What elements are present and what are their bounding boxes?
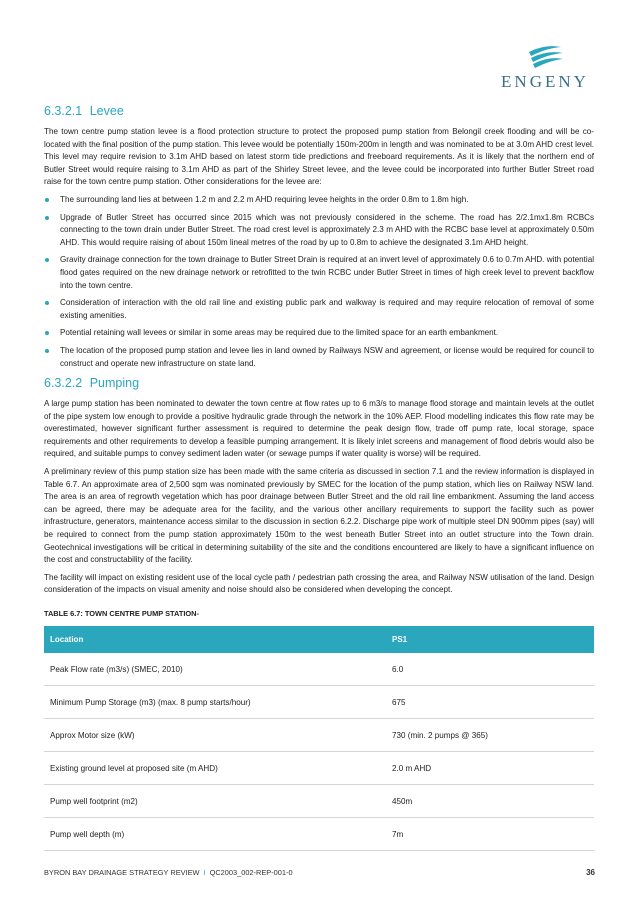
wave-logo-icon	[525, 44, 565, 70]
bullet-icon	[45, 301, 49, 305]
column-header: Location	[44, 626, 386, 653]
table-row	[44, 818, 594, 851]
section-number: 6.3.2.1	[44, 104, 83, 118]
table-row	[44, 653, 594, 686]
bullet-icon	[45, 198, 49, 202]
table-row	[44, 752, 594, 785]
table-cell: 2.0 m AHD	[386, 752, 594, 785]
table-cell: Pump well footprint (m2)	[44, 785, 386, 818]
list-item: Consideration of interaction with the old rail line and existing public park and walkway is required and may require relocation of removal of some existing amenities.	[44, 297, 594, 322]
table-row	[44, 785, 594, 818]
table-cell: 6.0	[386, 653, 594, 686]
table-cell: 730 (min. 2 pumps @ 365)	[386, 719, 594, 752]
list-item: Potential retaining wall levees or similar in some areas may be required due to the limited space for an earth embankment.	[44, 327, 594, 340]
table-row	[44, 719, 594, 752]
levee-intro: The town centre pump station levee is a flood protection structure to protect the proposed pump station from Belongil creek flooding and will be co-located with the final position of the pump station. This levee would be potentially 150m-200m in length and was nominated to be at 3.0m AHD crest level. This level may require revision to 3.1m AHD based on latest storm tide predictions and freeboard requirements. As it is likely that the northern end of Butler Street would require raising to 3.1m AHD as part of the Shirley Street levee, and the levee could be incorporated into further Butler Street road raise for the town centre pump station. Other considerations for the levee are:	[44, 127, 594, 187]
table-cell: 675	[386, 686, 594, 719]
section-heading-pumping	[44, 376, 594, 390]
pumping-paragraph: The facility will impact on existing resident use of the local cycle path / pedestrian path crossing the area, and Railway NSW utilisation of the land. Design consideration of the impacts on visual amenity and noise should also be considered when developing the concept.	[44, 572, 594, 595]
logo-wordmark: ENGENY	[501, 72, 589, 91]
bullet-icon	[45, 349, 49, 353]
table-row	[44, 686, 594, 719]
bullet-icon	[45, 216, 49, 220]
table-caption: TABLE 6.7: TOWN CENTRE PUMP STATION-	[44, 609, 199, 618]
table-cell: Peak Flow rate (m3/s) (SMEC, 2010)	[44, 653, 386, 686]
pump-station-table	[44, 626, 594, 851]
table-cell: Minimum Pump Storage (m3) (max. 8 pump starts/hour)	[44, 686, 386, 719]
section-title: Pumping	[89, 376, 140, 391]
section-title: Levee	[89, 104, 124, 118]
footer-title: BYRON BAY DRAINAGE STRATEGY REVIEW	[44, 868, 200, 877]
section-number: 6.3.2.2	[44, 376, 83, 391]
list-item: Upgrade of Butler Street has occurred since 2015 which was not previously considered in the scheme. The road has 2/2.1mx1.8m RCBCs connecting to the town drain under Butler Street. The road crest level is approximately 2.3 m AHD with the RCBC base level at approximately 0.50m AHD. This would require raising of about 150m lineal metres of the road by up to 0.8m to achieve the designated 3.1m AHD height.	[44, 212, 594, 250]
pumping-paragraph: A large pump station has been nominated to dewater the town centre at flow rates up to 6 m3/s to manage flood storage and maintain levels at the outlet of the pipe system low enough to provide a positive hydraulic grade through the network in the 10% AEP. Flood modelling indicates this flow rate may be overestimated, however significant further assessment is required to determine the peak design flow, trade off pump rate, local storage, space requirements and other requirements to develop a feasible pumping arrangement. It is likely inlet screens and management of flood debris would also be required, and suitable pumps to convey sediment laden water (or sewage pumps if water quality is worse) will be required.	[44, 399, 594, 459]
table-cell: 450m	[386, 785, 594, 818]
table-cell: 7m	[386, 818, 594, 851]
footer-doc-ref: QC2003_002-REP-001-0	[209, 868, 293, 877]
table-cell: Existing ground level at proposed site (m AHD)	[44, 752, 386, 785]
bullet-icon	[45, 258, 49, 262]
table-header-row	[44, 626, 594, 653]
section-heading-levee	[44, 104, 594, 118]
pumping-paragraph: A preliminary review of this pump station size has been made with the same criteria as discussed in section 7.1 and the review information is displayed in Table 6.7. An approximate area of 2,500 sqm was nominated previously by SMEC for the location of the pump station, which lies on Railway NSW land. The area is an area of regrowth vegetation which has poor drainage between Butler Street and the old rail line embankment. Assuming the land access can be agreed, there may be adequate area for the facility, and the various other ancillary requirements to support the facility such as power infrastructure, generators, maintenance access similar to the discussion in section 6.2.2. Discharge pipe work of multiple steel DN 900mm pipes (say) will be required to connect from the pump station approximately 150m to the west beneath Butler Street into an outlet structure into the Town drain. Geotechnical investigations will be critical in determining suitability of the site and the conditions encountered are likely to have a significant influence on the cost and constructability of the facility.	[44, 467, 594, 565]
levee-considerations-list	[44, 194, 594, 370]
list-item: Gravity drainage connection for the town drainage to Butler Street Drain is required at an invert level of approximately 0.6 to 0.7m AHD. with potential flood gates required on the new drainage network or retrofitted to the twin RCBC under Butler Street in times of high creek level to prevent backflow into the town centre.	[44, 254, 594, 292]
footer-separator: I	[203, 868, 206, 877]
page-content	[44, 104, 594, 851]
bullet-icon	[45, 331, 49, 335]
column-header: PS1	[386, 626, 594, 653]
engeny-logo	[499, 44, 591, 92]
page-number: 36	[586, 868, 595, 877]
table-cell: Approx Motor size (kW)	[44, 719, 386, 752]
table-cell: Pump well depth (m)	[44, 818, 386, 851]
page-footer	[44, 868, 595, 877]
list-item: The surrounding land lies at between 1.2 m and 2.2 m AHD requiring levee heights in the order 0.8m to 1.8m high.	[44, 194, 594, 207]
list-item: The location of the proposed pump station and levee lies in land owned by Railways NSW and agreement, or license would be required for council to construct and operate new infrastructure on state land.	[44, 345, 594, 370]
